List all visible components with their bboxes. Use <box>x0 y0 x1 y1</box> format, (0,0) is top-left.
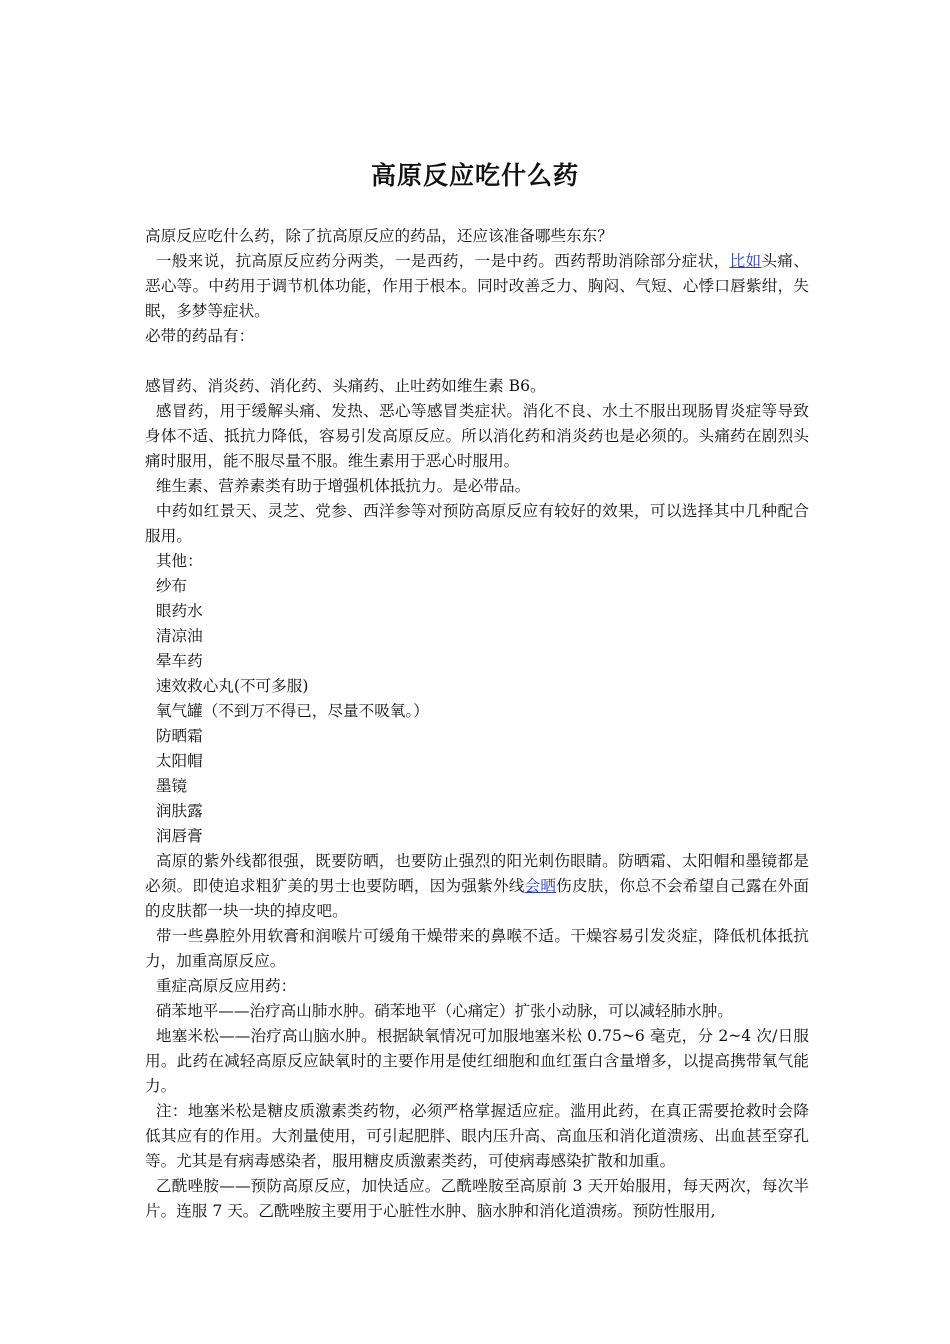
chinese-medicine-paragraph: 中药如红景天、灵芝、党参、西洋参等对预防高原反应有较好的效果，可以选择其中几种配合服用。 <box>145 502 809 545</box>
nifedipine-paragraph: 硝苯地平——治疗高山肺水肿。硝苯地平（心痛定）扩张小动脉，可以减轻肺水肿。 <box>155 1002 733 1020</box>
list-item: 晕车药 <box>155 652 203 670</box>
paragraph-text: 头痛、恶心等。中药用于调节机体功能，作用于根本。同时改善乏力、胸闷、气短、心悸口唇紫绀，失眠，多梦等症状。 <box>145 252 809 320</box>
required-medicines-heading: 必带的药品有： <box>145 327 255 345</box>
nasal-ointment-paragraph: 带一些鼻腔外用软膏和润喉片可缓角干燥带来的鼻喉不适。干燥容易引发炎症，降低机体抵抗力，加重高原反应。 <box>145 927 809 970</box>
list-item: 氧气罐（不到万不得已，尽量不吸氧。） <box>155 702 429 720</box>
acetazolamide-paragraph: 乙酰唑胺——预防高原反应，加快适应。乙酰唑胺至高原前 3 天开始服用，每天两次，每次半片。连服 7 天。乙酰唑胺主要用于心脏性水肿、脑水肿和消化道溃疡。预防性服用, <box>145 1177 809 1220</box>
list-item: 防晒霜 <box>155 727 203 745</box>
note-paragraph: 注：地塞米松是糖皮质激素类药物，必须严格掌握适应症。滥用此药，在真正需要抢救时会降低其应有的作用。大剂量使用，可引起肥胖、眼内压升高、高血压和消化道溃疡、出血甚至穿孔等。尤其是有病毒感染者，服用糖皮质激素类药，可使病毒感染扩散和加重。 <box>145 1102 809 1170</box>
medicine-types-paragraph <box>145 249 809 324</box>
vitamin-paragraph: 维生素、营养素类有助于增强机体抵抗力。是必带品。 <box>155 477 531 495</box>
list-item: 纱布 <box>155 577 188 595</box>
cold-medicine-paragraph: 感冒药，用于缓解头痛、发热、恶心等感冒类症状。消化不良、水土不服出现肠胃炎症等导致身体不适、抵抗力降低，容易引发高原反应。所以消化药和消炎药也是必须的。头痛药在剧烈头痛时服用，能不服尽量不服。维生素用于恶心时服用。 <box>145 402 809 470</box>
list-item: 清凉油 <box>155 627 203 645</box>
inline-link-biru[interactable]: 比如 <box>729 252 762 270</box>
paragraph-text: 高原的紫外线都很强，既要防晒，也要防止强烈的阳光刺伤眼睛。防晒霜、太阳帽和墨镜都是必须。即使追求粗犷美的男士也要防晒，因为强紫外线 <box>145 852 809 895</box>
list-item: 润肤露 <box>155 802 203 820</box>
blank-line <box>145 349 809 374</box>
dexamethasone-paragraph: 地塞米松——治疗高山脑水肿。根据缺氧情况可加服地塞米松 0.75~6 毫克，分 2~4 次/日服用。此药在减轻高原反应缺氧时的主要作用是使红细胞和血红蛋白含量增多，以提高携带氧气能力。 <box>145 1027 809 1095</box>
list-item: 墨镜 <box>155 777 188 795</box>
paragraph-text: 一般来说，抗高原反应药分两类，一是西药，一是中药。西药帮助消除部分症状， <box>155 252 730 270</box>
inline-link-huishai[interactable]: 会晒 <box>524 877 557 895</box>
uv-protection-paragraph <box>145 849 809 924</box>
list-item: 太阳帽 <box>155 752 203 770</box>
list-item: 眼药水 <box>155 602 203 620</box>
list-item: 润唇膏 <box>155 827 203 845</box>
paragraph-text: 伤皮肤，你总不会希望自己露在外面的皮肤都一块一块的掉皮吧。 <box>145 877 809 920</box>
article-body <box>145 224 809 1224</box>
intro-paragraph: 高原反应吃什么药，除了抗高原反应的药品，还应该准备哪些东东？ <box>145 227 613 245</box>
severe-reaction-heading: 重症高原反应用药： <box>155 977 297 995</box>
page-title: 高原反应吃什么药 <box>370 161 579 190</box>
others-heading: 其他： <box>155 552 203 570</box>
medicine-list-paragraph: 感冒药、消炎药、消化药、头痛药、止吐药如维生素 B6。 <box>145 377 546 395</box>
list-item: 速效救心丸(不可多服) <box>155 677 309 695</box>
